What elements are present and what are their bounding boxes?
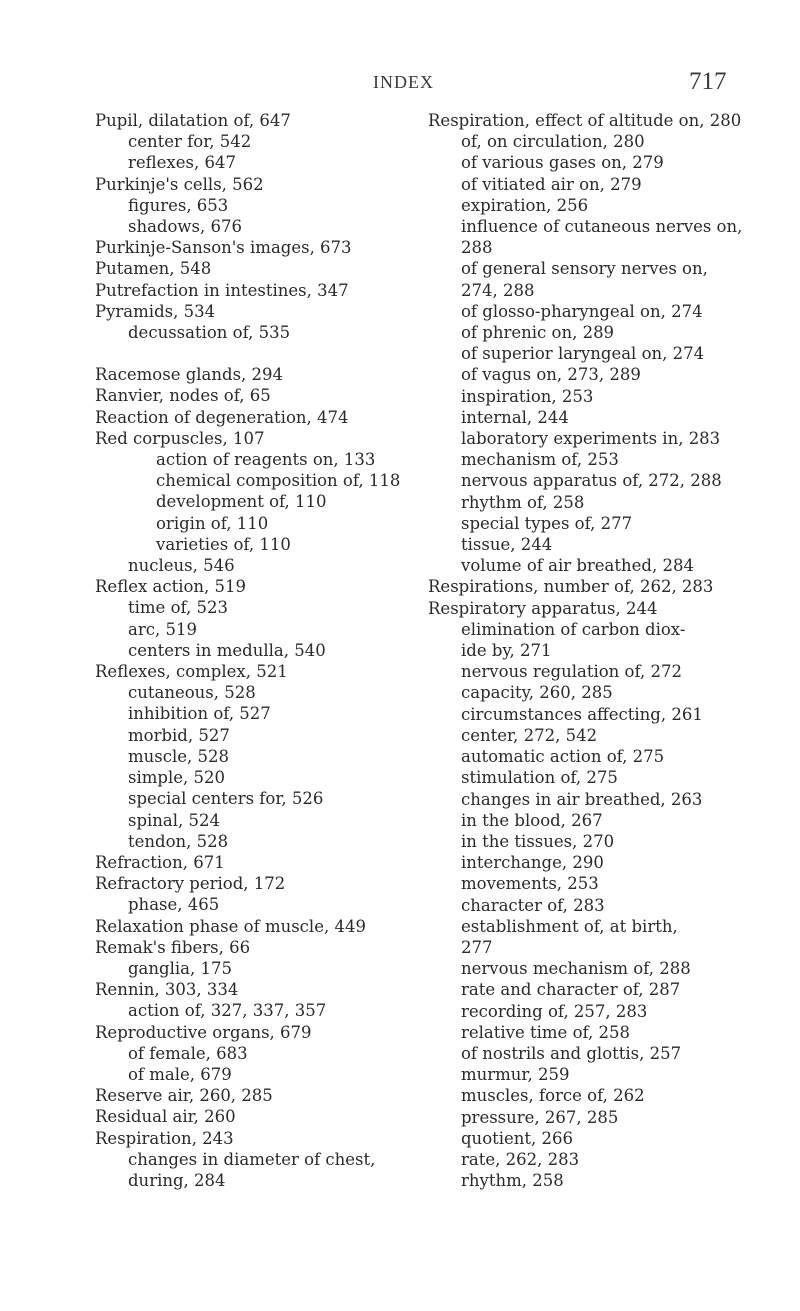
index-subentry: special centers for, 526 bbox=[128, 789, 324, 809]
index-subentry: changes in air breathed, 263 bbox=[461, 789, 703, 809]
index-subentry: of vitiated air on, 279 bbox=[461, 174, 642, 194]
index-entry: Reproductive organs, 679 bbox=[95, 1022, 312, 1042]
index-entry: Red corpuscles, 107 bbox=[95, 428, 265, 448]
index-subentry: of glosso-pharyngeal on, 274 bbox=[461, 301, 703, 321]
index-entry: Reflex action, 519 bbox=[95, 577, 247, 597]
index-subentry: 277 bbox=[461, 937, 493, 957]
index-subentry: of nostrils and glottis, 257 bbox=[461, 1043, 682, 1063]
index-subentry: muscle, 528 bbox=[128, 746, 230, 766]
index-subentry: special types of, 277 bbox=[461, 513, 633, 533]
index-entry: Putamen, 548 bbox=[95, 259, 212, 279]
index-subentry: quotient, 266 bbox=[461, 1128, 574, 1148]
index-entry: Pyramids, 534 bbox=[95, 301, 216, 321]
index-subentry: during, 284 bbox=[128, 1170, 226, 1190]
index-subentry: reflexes, 647 bbox=[128, 153, 236, 173]
index-entry: Racemose glands, 294 bbox=[95, 365, 284, 385]
index-column-left bbox=[95, 110, 455, 1191]
index-subentry: of general sensory nerves on, bbox=[461, 259, 708, 279]
index-subentry: murmur, 259 bbox=[461, 1065, 570, 1085]
index-entry: Refraction, 671 bbox=[95, 852, 225, 872]
index-subentry: of male, 679 bbox=[128, 1064, 232, 1084]
index-subentry: pressure, 267, 285 bbox=[461, 1107, 619, 1127]
index-subentry: action of reagents on, 133 bbox=[156, 450, 376, 470]
index-subentry: automatic action of, 275 bbox=[461, 747, 665, 767]
index-subentry: center for, 542 bbox=[128, 132, 252, 152]
index-entry: Remak's fibers, 66 bbox=[95, 937, 251, 957]
index-subentry: rate, 262, 283 bbox=[461, 1149, 580, 1169]
index-subentry: relative time of, 258 bbox=[461, 1022, 631, 1042]
index-entry: Purkinje's cells, 562 bbox=[95, 174, 264, 194]
index-entry: Putrefaction in intestines, 347 bbox=[95, 280, 349, 300]
index-subentry: of vagus on, 273, 289 bbox=[461, 365, 641, 385]
index-subentry: stimulation of, 275 bbox=[461, 768, 618, 788]
index-subentry: time of, 523 bbox=[128, 598, 228, 618]
index-subentry: circumstances affecting, 261 bbox=[461, 704, 703, 724]
index-subentry: cutaneous, 528 bbox=[128, 683, 256, 703]
index-subentry: inspiration, 253 bbox=[461, 386, 594, 406]
index-subentry: of various gases on, 279 bbox=[461, 153, 664, 173]
index-subentry: tissue, 244 bbox=[461, 535, 553, 555]
index-subentry: movements, 253 bbox=[461, 874, 599, 894]
index-subentry: laboratory experiments in, 283 bbox=[461, 429, 721, 449]
index-subentry: internal, 244 bbox=[461, 407, 569, 427]
index-subentry: spinal, 524 bbox=[128, 810, 221, 830]
index-subentry: morbid, 527 bbox=[128, 725, 230, 745]
index-entry: Purkinje-Sanson's images, 673 bbox=[95, 238, 352, 258]
index-subentry: simple, 520 bbox=[128, 768, 225, 788]
index-entry: Respirations, number of, 262, 283 bbox=[428, 577, 714, 597]
index-subentry: muscles, force of, 262 bbox=[461, 1086, 645, 1106]
index-subentry: in the blood, 267 bbox=[461, 810, 603, 830]
index-entry: Respiration, effect of altitude on, 280 bbox=[428, 111, 742, 130]
index-subentry: 274, 288 bbox=[461, 280, 535, 300]
index-subentry: figures, 653 bbox=[128, 195, 229, 215]
index-subentry: nervous regulation of, 272 bbox=[461, 662, 682, 682]
index-entry: Reflexes, complex, 521 bbox=[95, 662, 288, 682]
index-column-right bbox=[428, 110, 783, 1191]
index-subentry: of female, 683 bbox=[128, 1043, 248, 1063]
index-subentry: in the tissues, 270 bbox=[461, 831, 615, 851]
index-subentry: elimination of carbon diox- bbox=[461, 619, 686, 639]
index-subentry: of, on circulation, 280 bbox=[461, 132, 645, 152]
index-entry: Respiration, 243 bbox=[95, 1128, 234, 1148]
index-subentry: of superior laryngeal on, 274 bbox=[461, 344, 705, 364]
index-entry: Relaxation phase of muscle, 449 bbox=[95, 916, 366, 936]
index-subentry: influence of cutaneous nerves on, bbox=[461, 217, 743, 237]
index-entry: Refractory period, 172 bbox=[95, 874, 286, 894]
index-subentry: rhythm of, 258 bbox=[461, 492, 585, 512]
index-subentry: mechanism of, 253 bbox=[461, 450, 619, 470]
index-subentry: centers in medulla, 540 bbox=[128, 640, 326, 660]
index-entry: Reserve air, 260, 285 bbox=[95, 1086, 273, 1106]
index-subentry: ide by, 271 bbox=[461, 641, 552, 661]
index-subentry: rate and character of, 287 bbox=[461, 980, 681, 1000]
index-subentry: rhythm, 258 bbox=[461, 1171, 564, 1191]
page-header bbox=[0, 70, 800, 110]
index-subentry: nervous apparatus of, 272, 288 bbox=[461, 471, 722, 491]
index-subentry: arc, 519 bbox=[128, 619, 197, 639]
index-subentry: development of, 110 bbox=[156, 492, 327, 512]
index-subentry: volume of air breathed, 284 bbox=[461, 556, 694, 576]
index-entry: Reaction of degeneration, 474 bbox=[95, 407, 349, 427]
index-entry: Ranvier, nodes of, 65 bbox=[95, 386, 271, 406]
index-subentry: chemical composition of, 118 bbox=[156, 471, 401, 491]
index-subentry: interchange, 290 bbox=[461, 853, 604, 873]
index-entry: Residual air, 260 bbox=[95, 1107, 236, 1127]
index-entry: Respiratory apparatus, 244 bbox=[428, 598, 658, 618]
index-subentry: recording of, 257, 283 bbox=[461, 1001, 648, 1021]
index-subentry: capacity, 260, 285 bbox=[461, 683, 613, 703]
index-subentry: of phrenic on, 289 bbox=[461, 323, 615, 343]
index-subentry: origin of, 110 bbox=[156, 513, 269, 533]
index-subentry: establishment of, at birth, bbox=[461, 916, 678, 936]
index-subentry: changes in diameter of chest, bbox=[128, 1149, 376, 1169]
index-subentry: center, 272, 542 bbox=[461, 725, 598, 745]
index-subentry: ganglia, 175 bbox=[128, 958, 232, 978]
page-number: 717 bbox=[689, 68, 727, 95]
index-subentry: tendon, 528 bbox=[128, 831, 229, 851]
index-subentry: action of, 327, 337, 357 bbox=[128, 1001, 327, 1021]
index-entry: Rennin, 303, 334 bbox=[95, 980, 239, 1000]
index-subentry: phase, 465 bbox=[128, 895, 220, 915]
index-subentry: decussation of, 535 bbox=[128, 323, 291, 343]
index-entry: Pupil, dilatation of, 647 bbox=[95, 111, 291, 130]
index-subentry: nucleus, 546 bbox=[128, 556, 235, 576]
index-subentry: shadows, 676 bbox=[128, 217, 243, 237]
index-subentry: varieties of, 110 bbox=[156, 534, 291, 554]
index-subentry: inhibition of, 527 bbox=[128, 704, 271, 724]
index-subentry: 288 bbox=[461, 238, 493, 258]
index-subentry: nervous mechanism of, 288 bbox=[461, 959, 691, 979]
page-title: INDEX bbox=[373, 72, 434, 92]
index-subentry: expiration, 256 bbox=[461, 195, 589, 215]
index-subentry: character of, 283 bbox=[461, 895, 605, 915]
section-gap bbox=[95, 343, 455, 364]
